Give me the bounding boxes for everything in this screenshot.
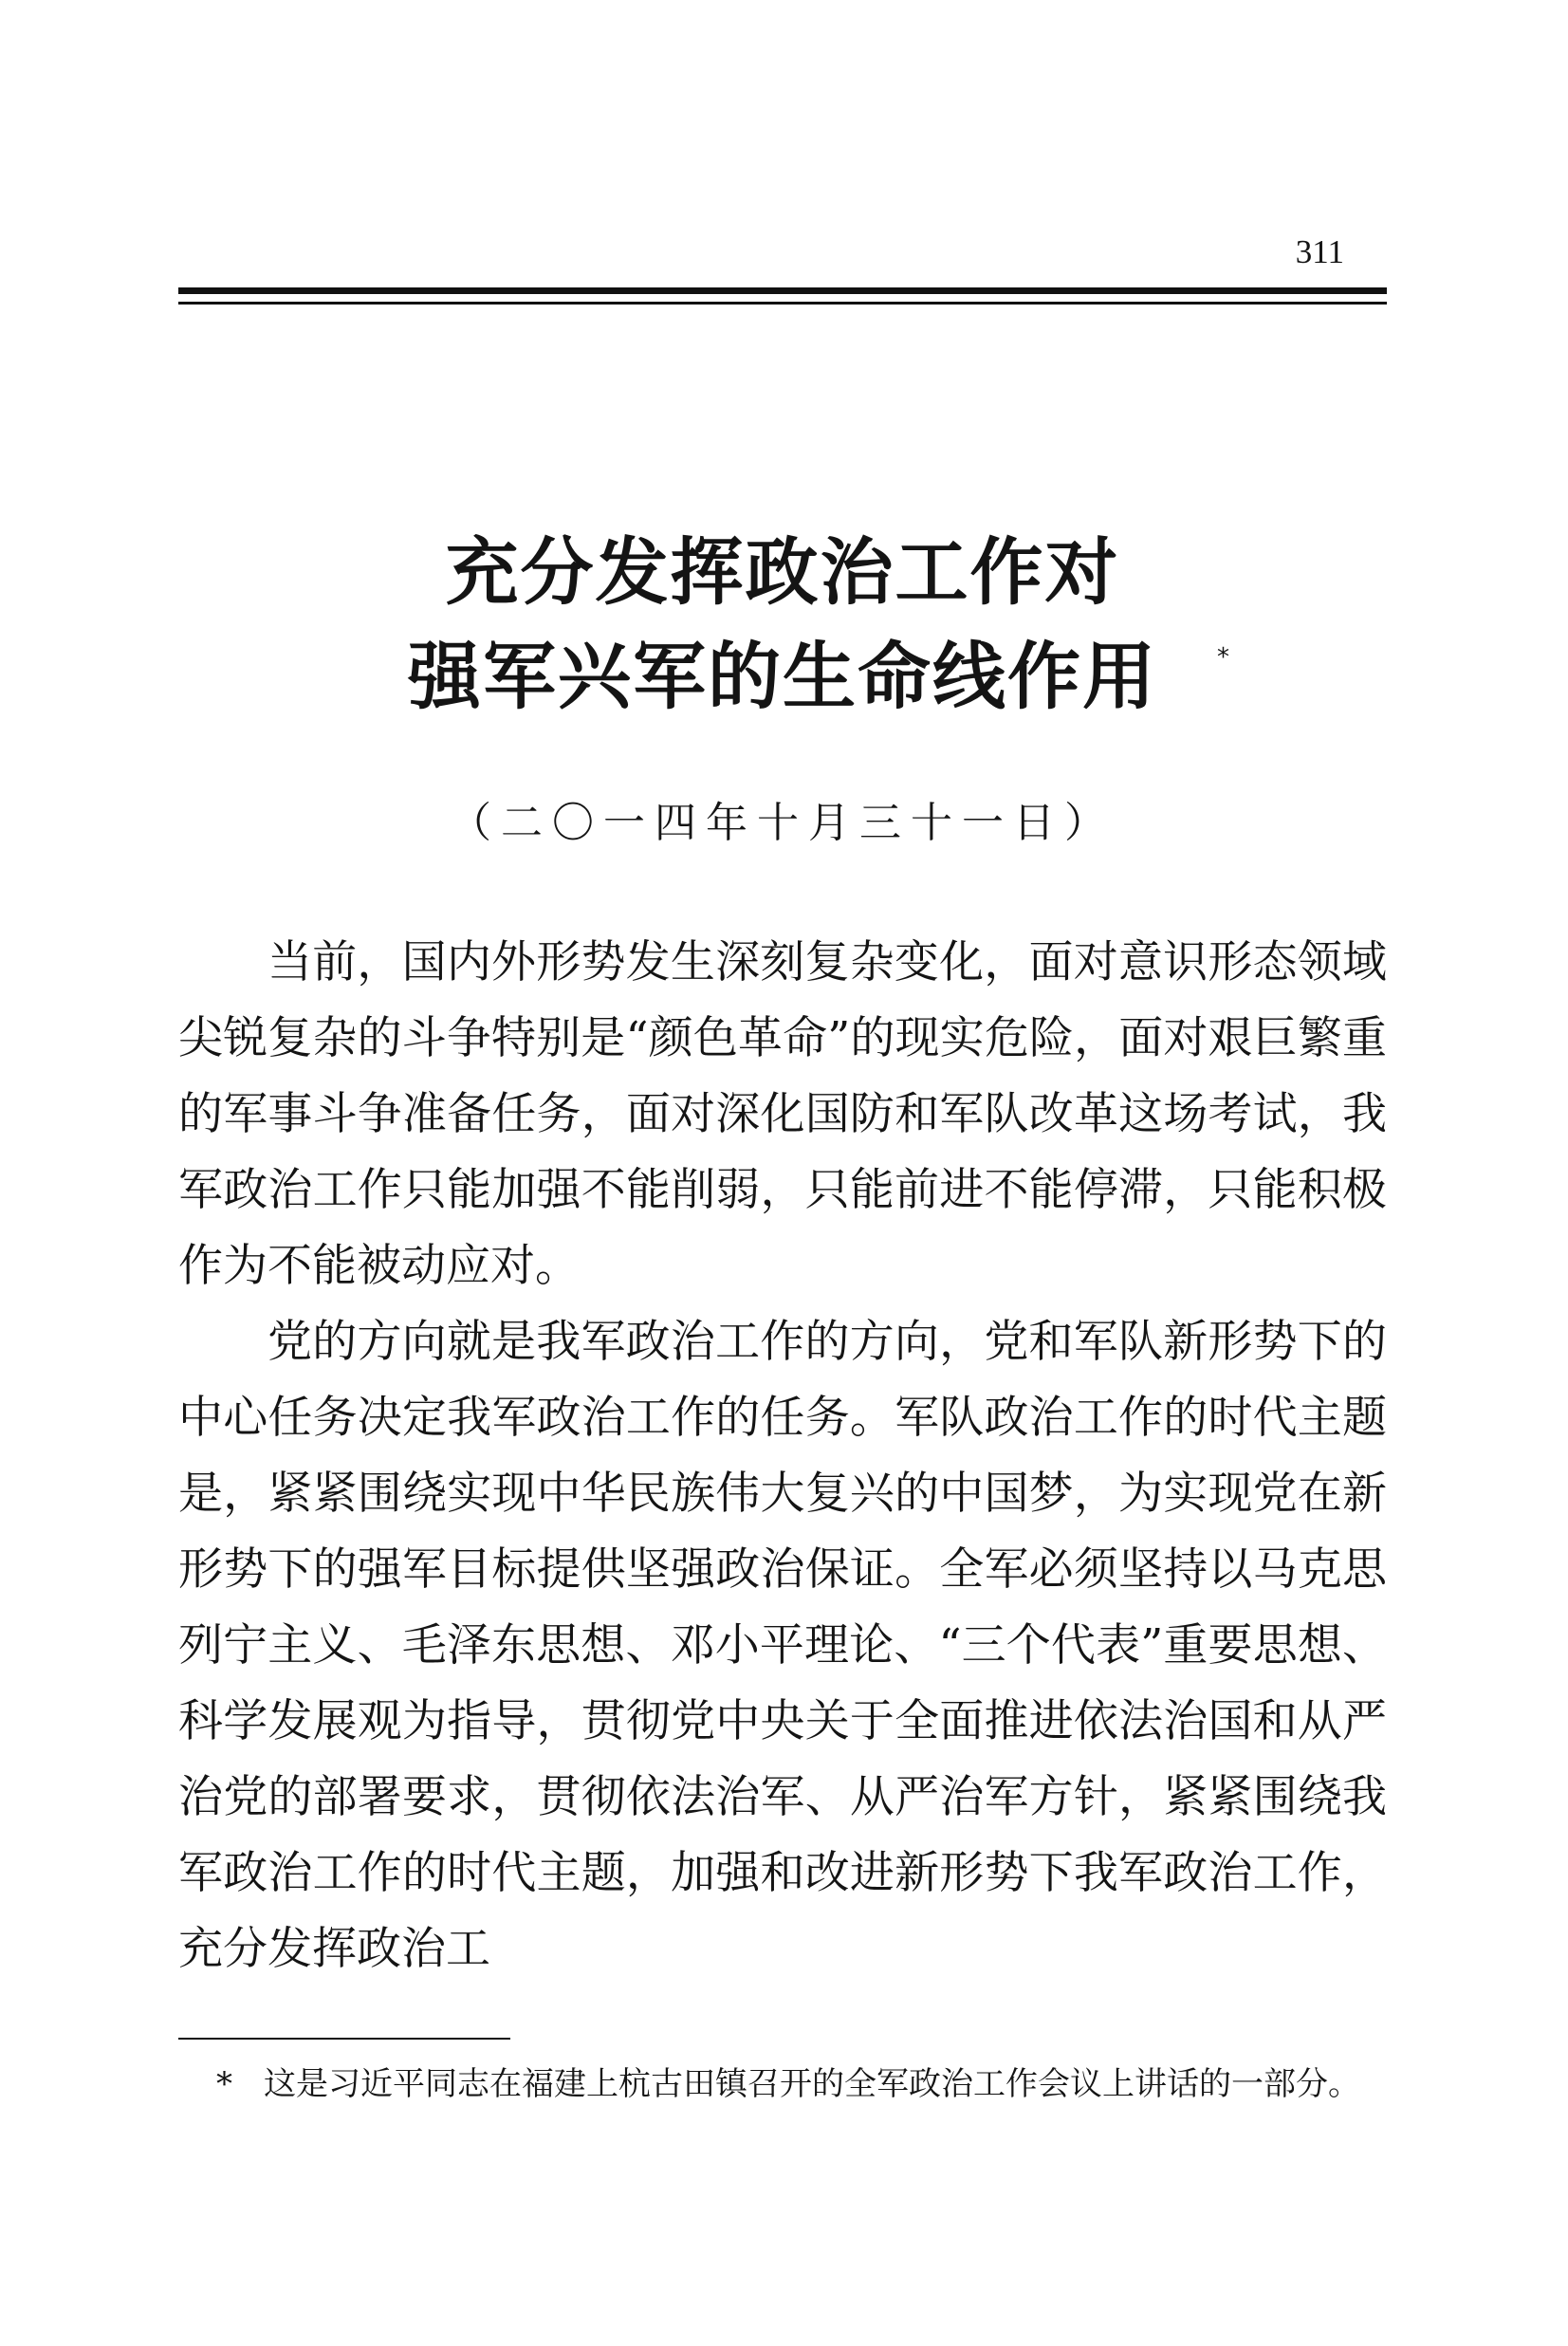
article-body — [178, 925, 1387, 1987]
header-rule-thick — [178, 287, 1387, 294]
paragraph-2: 党的方向就是我军政治工作的方向，党和军队新形势下的中心任务决定我军政治工作的任务。军队政治工作的时代主题是，紧紧围绕实现中华民族伟大复兴的中国梦，为实现党在新形势下的强军目标提供坚强政治保证。全军必须坚持以马克思列宁主义、毛泽东思想、邓小平理论、“三个代表”重要思想、科学发展观为指导，贯彻党中央关于全面推进依法治国和从严治党的部署要求，贯彻依法治军、从严治军方针，紧紧围绕我军政治工作的时代主题，加强和改进新形势下我军政治工作，充分发挥政治工 — [178, 1316, 1387, 1975]
footnote-marker: * — [216, 2065, 232, 2103]
footnote-divider — [178, 2038, 510, 2040]
footnote-text: 这是习近平同志在福建上杭古田镇召开的全军政治工作会议上讲话的一部分。 — [264, 2065, 1360, 2103]
title-footnote-mark: * — [1217, 643, 1229, 672]
paragraph-1: 当前，国内外形势发生深刻复杂变化，面对意识形态领域尖锐复杂的斗争特别是“颜色革命”的现实危险，面对艰巨繁重的军事斗争准备任务，面对深化国防和军队改革这场考试，我军政治工作只能加强不能削弱，只能前进不能停滞，只能积极作为不能被动应对。 — [178, 936, 1387, 1292]
page-number: 311 — [1295, 233, 1344, 270]
header-rule-thin — [178, 302, 1387, 305]
title-line-2: 强军兴军的生命线作用 — [408, 636, 1157, 720]
title-line-1: 充分发挥政治工作对 — [445, 531, 1120, 616]
footnote — [178, 2057, 1387, 2112]
article-date: （二〇一四年十月三十一日） — [450, 799, 1116, 847]
article-title — [178, 522, 1387, 730]
